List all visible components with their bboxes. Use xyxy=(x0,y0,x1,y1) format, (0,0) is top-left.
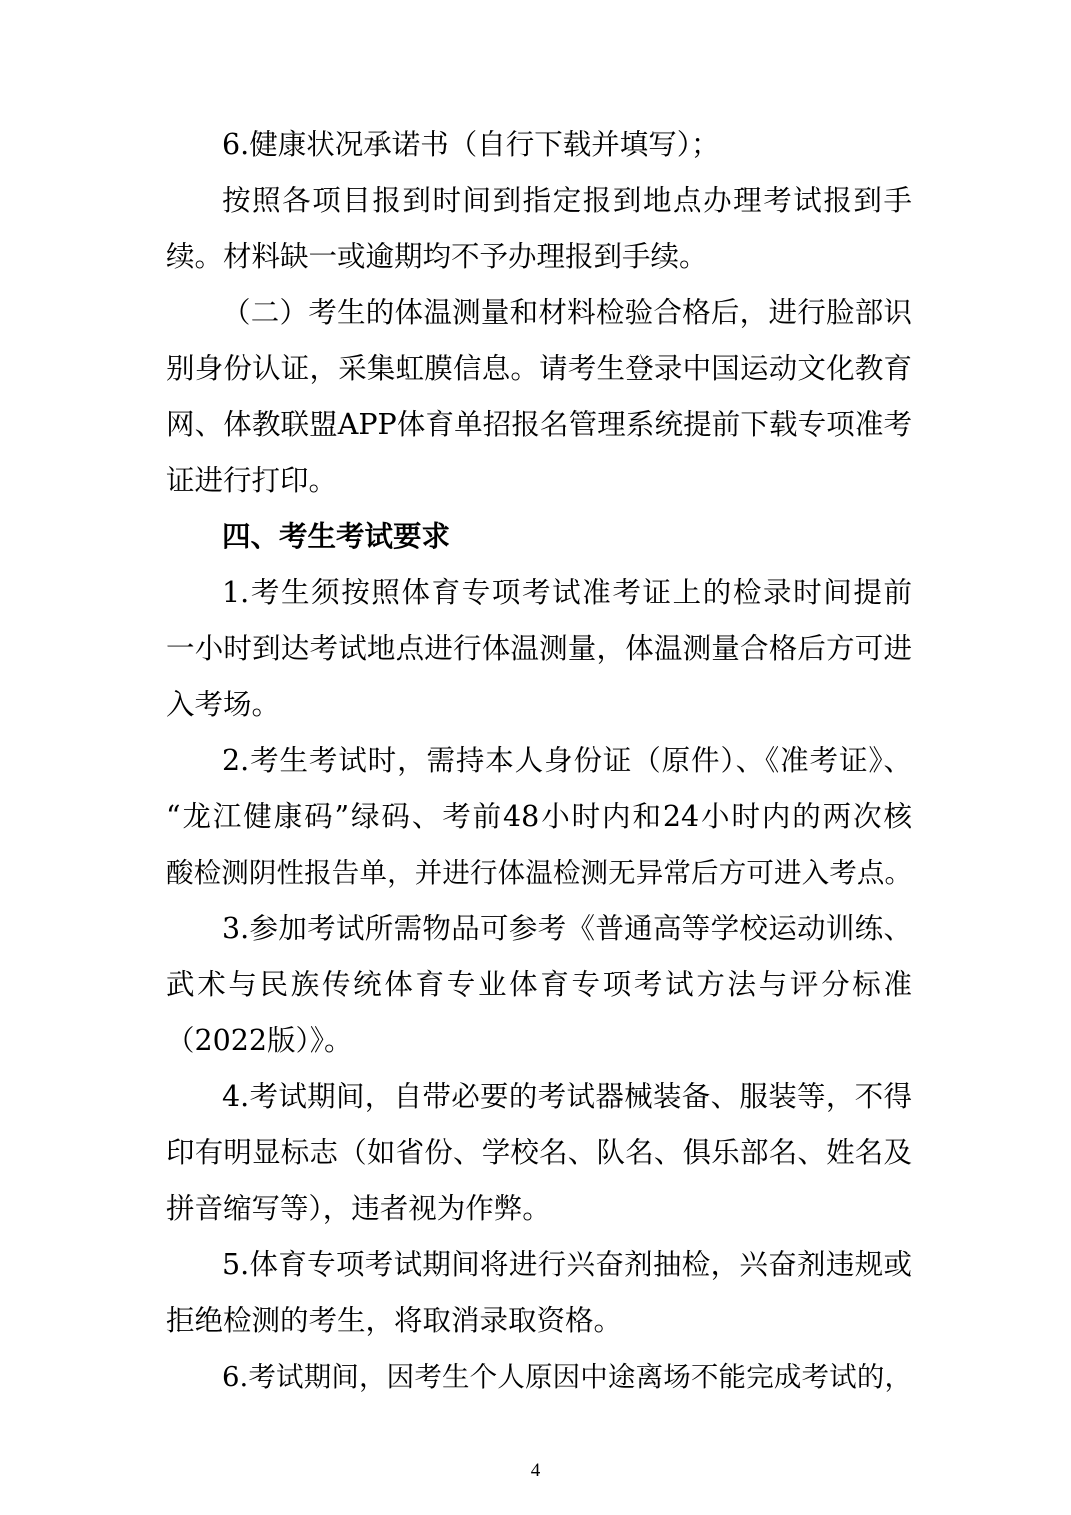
text-line: 一小时到达考试地点进行体温测量，体温测量合格后方可进 xyxy=(166,632,912,665)
text-line: 印有明显标志（如省份、学校名、队名、俱乐部名、姓名及 xyxy=(166,1136,912,1169)
text-line: （2022版）》。 xyxy=(166,1024,353,1057)
text-line: 续。材料缺一或逾期均不予办理报到手续。 xyxy=(166,240,708,273)
text-line: “龙江健康码”绿码、考前48小时内和24小时内的两次核 xyxy=(166,800,912,833)
text-line: 6.健康状况承诺书（自行下载并填写）； xyxy=(222,128,720,161)
text-line: 1.考生须按照体育专项考试准考证上的检录时间提前 xyxy=(222,576,912,609)
text-line: 拼音缩写等），违者视为作弊。 xyxy=(166,1192,551,1225)
text-line: 证进行打印。 xyxy=(166,464,338,497)
text-line: 入考场。 xyxy=(166,688,281,721)
text-line: 按照各项目报到时间到指定报到地点办理考试报到手 xyxy=(222,184,912,217)
text-line: 6.考试期间，因考生个人原因中途离场不能完成考试的， xyxy=(222,1361,912,1393)
page-number: 4 xyxy=(530,1460,541,1481)
text-line: 拒绝检测的考生，将取消录取资格。 xyxy=(166,1304,623,1337)
text-line: 酸检测阴性报告单，并进行体温检测无异常后方可进入考点。 xyxy=(166,857,912,889)
text-line: 4.考试期间，自带必要的考试器械装备、服装等，不得 xyxy=(222,1080,912,1113)
text-line: 别身份认证，采集虹膜信息。请考生登录中国运动文化教育 xyxy=(166,352,912,385)
text-line: 武术与民族传统体育专业体育专项考试方法与评分标准 xyxy=(166,968,912,1001)
text-line: 3.参加考试所需物品可参考《普通高等学校运动训练、 xyxy=(222,912,912,945)
section-heading: 四、考生考试要求 xyxy=(222,520,451,553)
text-line: 2.考生考试时，需持本人身份证（原件）、《准考证》、 xyxy=(222,744,912,777)
text-line: 5.体育专项考试期间将进行兴奋剂抽检，兴奋剂违规或 xyxy=(222,1248,912,1281)
text-line: （二）考生的体温测量和材料检验合格后，进行脸部识 xyxy=(222,296,912,329)
text-line: 网、体教联盟APP体育单招报名管理系统提前下载专项准考 xyxy=(166,408,912,441)
